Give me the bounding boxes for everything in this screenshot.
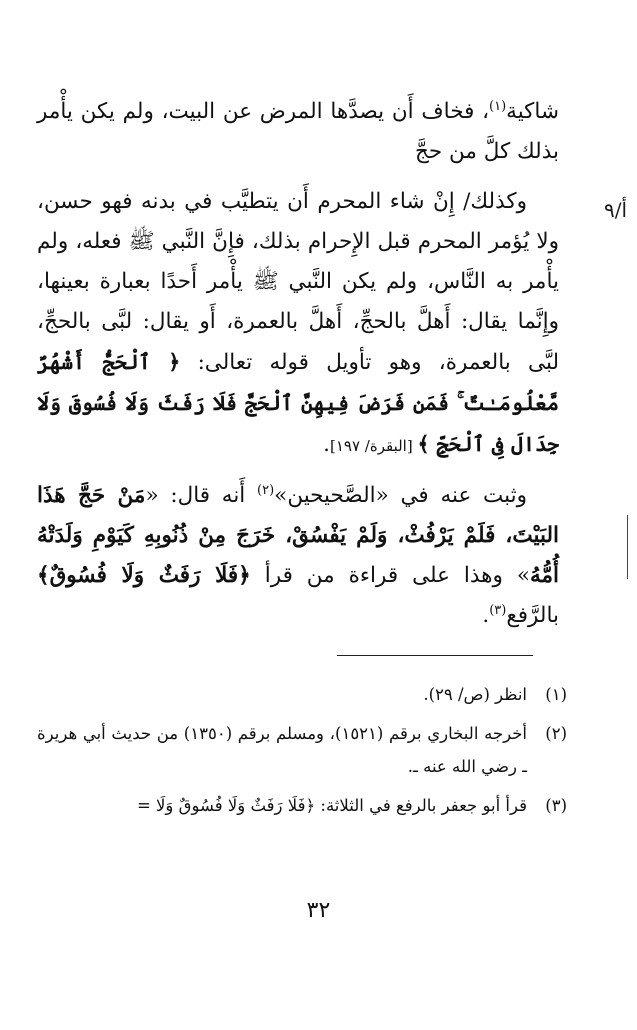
footnote-number: (٢) xyxy=(545,724,567,743)
manuscript-folio-reference: أ/٩ xyxy=(603,198,627,222)
footnote-3 xyxy=(37,789,567,822)
page-number: ٣٢ xyxy=(306,898,331,923)
footnote-marker: (٣) xyxy=(489,602,507,618)
verse-reference: [البقرة/ ١٩٧] xyxy=(330,437,418,455)
text-segment: شاكية xyxy=(506,99,559,124)
footnote-number: (١) xyxy=(545,685,567,704)
footnote-marker: (١) xyxy=(489,98,507,114)
footnote-text: أخرجه البخاري برقم (١٥٢١)، ومسلم برقم (١٣٥٠) من حديث أبي هريرة ـ رضي الله عنه ـ. xyxy=(37,724,528,776)
page-edge-mark xyxy=(627,515,628,579)
footnote-text: قرأ أبو جعفر بالرفع في الثلاثة: ﴿فَلَا رَفَثٌ وَلَا فُسُوقٌ وَلَا = xyxy=(136,796,527,815)
text-segment: أَنه قال: « xyxy=(145,483,258,508)
text-segment: . xyxy=(323,432,330,457)
text-segment: . xyxy=(482,603,490,628)
main-text xyxy=(37,92,559,646)
quran-verse: ﴿ ٱلْحَجُّ أَشْهُرٌ مَّعْلُومَـٰتٌ ۚ فَمَن فَرَضَ فِيهِنَّ ٱلْحَجَّ فَلَا رَفَثَ وَلَا فُسُوقَ وَلَا جِدَالَ فِى ٱلْحَجِّ ﴾ xyxy=(37,350,559,456)
footnote-marker: (٢) xyxy=(257,482,275,498)
text-segment: وكذلك/ إِنْ شاء المحرم أَن يتطيَّب في بدنه فهو حسن، ولا يُؤمر المحرم قبل الإِحرام بذلك، فإِنَّ النَّبي ﷺ فعله، ولم يأْمر به النَّاس، ولم يكن النَّبي ﷺ يأْمر أَحدًا بعبارة بعينها، وإِنَّما يقال: أَهلَّ بالحجِّ، أَهلَّ بالعمرة، أَو يقال: لبَّى بالحجِّ، لبَّى بالعمرة، وهو تأويل قوله تعالى: xyxy=(37,189,559,375)
text-segment: وثبت عنه في «الصَّحيحين» xyxy=(274,483,527,508)
paragraph-1 xyxy=(37,92,559,172)
footnote-text: انظر (ص/ ٢٩). xyxy=(423,685,527,704)
footnote-separator xyxy=(337,655,533,656)
footnote-2 xyxy=(37,717,567,783)
footnotes xyxy=(37,678,567,828)
hadith-quote: مَنْ حَجَّ هَذَا البَيْتَ، فَلَمْ يَرْفُثْ، وَلَمْ يَفْسُقْ، خَرَجَ مِنْ ذُنُوبِهِ كَيَوْمِ وَلَدَتْهُ أُمُّهُ xyxy=(37,483,559,588)
text-segment: ، فخاف أَن يصدَّها المرض عن البيت، ولم يكن يأْمر بذلك كلَّ من حجَّ xyxy=(37,99,559,164)
footnote-number: (٣) xyxy=(545,796,567,815)
text-segment: بالرَّفع xyxy=(506,603,559,628)
paragraph-2 xyxy=(37,182,559,466)
text-segment: » وهذا على قراءة من قرأ xyxy=(250,563,530,588)
footnote-1 xyxy=(37,678,567,711)
quran-reading: ﴿فَلَا رَفَثٌ وَلَا فُسُوقٌ﴾ xyxy=(37,563,251,588)
paragraph-3 xyxy=(37,476,559,636)
